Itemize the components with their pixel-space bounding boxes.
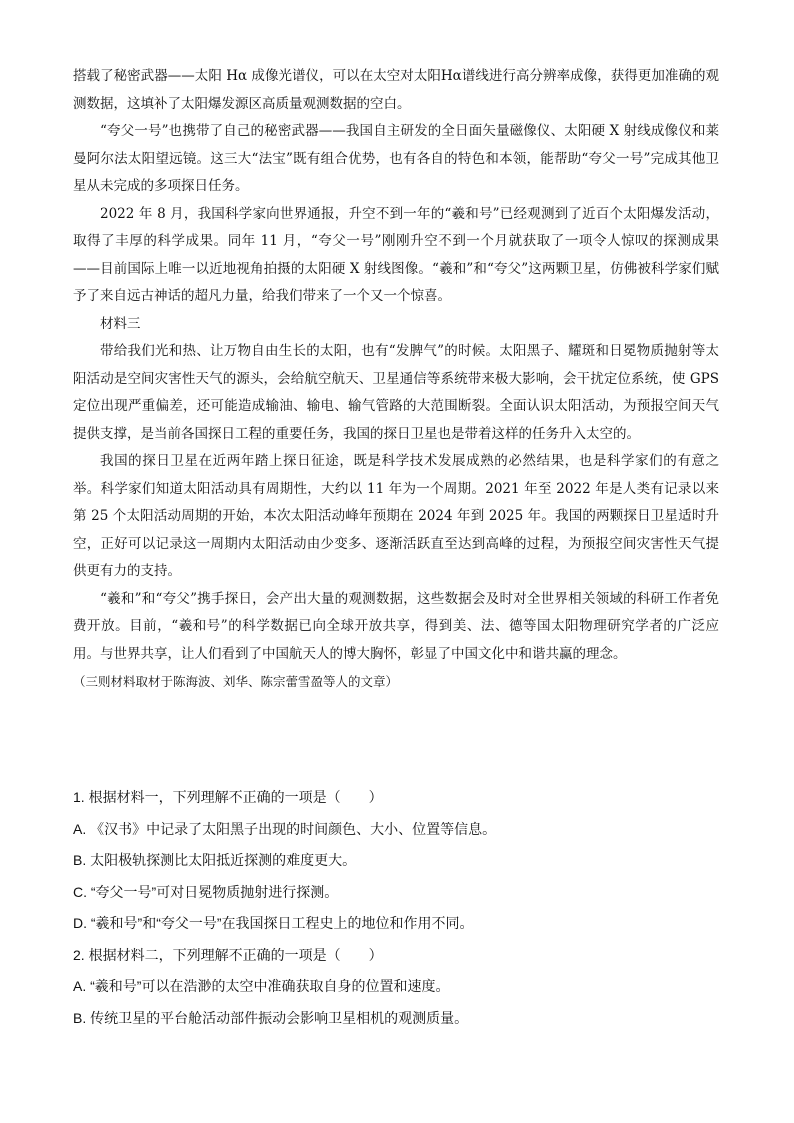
question-1-option-a: A. 《汉书》中记录了太阳黑子出现的时间颜色、大小、位置等信息。 bbox=[73, 820, 497, 837]
paragraph-1: 搭载了秘密武器——太阳 Hα 成像光谱仪，可以在太空对太阳Hα谱线进行高分辨率成像，获得更加准确的观测数据，这填补了太阳爆发源区高质量观测数据的空白。 bbox=[73, 68, 719, 112]
paragraph-3: 2022 年 8 月，我国科学家向世界通报，升空不到一年的“羲和号”已经观测到了近百个太阳爆发活动，取得了丰厚的科学成果。同年 11 月，“夸父一号”刚刚升空不到一个月就获取了一项令人惊叹的探测成果——目前国际上唯一以近地视角拍摄的太阳硬 X 射线图像。“羲和”和“夸父”这两颗卫星，仿佛被科学家们赋予了来自远古神话的超凡力量，给我们带来了一个又一个惊喜。 bbox=[73, 205, 719, 304]
paragraph-6: “羲和”和“夸父”携手探日，会产出大量的观测数据，这些数据会及时对全世界相关领域的科研工作者免费开放。目前，“羲和号”的科学数据已向全球开放共享，得到美、法、德等国太阳物理研究学者的广泛应用。与世界共享，让人们看到了中国航天人的博大胸怀，彰显了中国文化中和谐共赢的理念。 bbox=[73, 590, 719, 662]
paragraph-4: 带给我们光和热、让万物自由生长的太阳，也有“发脾气”的时候。太阳黑子、耀斑和日冕物质抛射等太阳活动是空间灾害性天气的源头，会给航空航天、卫星通信等系统带来极大影响，会干扰定位系统，使 GPS 定位出现严重偏差，还可能造成输油、输电、输气管路的大范围断裂。全面认识太阳活动，为预报空间天气提供支撑，是当前各国探日工程的重要任务，我国的探日卫星也是带着这样的任务升入太空的。 bbox=[73, 343, 719, 442]
question-2-option-b: B. 传统卫星的平台舱活动部件振动会影响卫星相机的观测质量。 bbox=[73, 1009, 469, 1026]
paragraph-2: “夸父一号”也携带了自己的秘密武器——我国自主研发的全日面矢量磁像仪、太阳硬 X 射线成像仪和莱曼阿尔法太阳望远镜。这三大“法宝”既有组合优势，也有各自的特色和本领，能帮助“夸父一号”完成其他卫星从未完成的多项探日任务。 bbox=[73, 123, 719, 194]
question-1-option-c: C. “夸父一号”可对日冕物质抛射进行探测。 bbox=[73, 883, 339, 900]
question-2: 2. 根据材料二，下列理解不正确的一项是（ ） bbox=[73, 946, 383, 963]
question-1-option-b: B. 太阳极轨探测比太阳抵近探测的难度更大。 bbox=[73, 852, 357, 868]
material-3-title: 材料三 bbox=[100, 315, 141, 332]
question-2-option-a: A. “羲和号”可以在浩渺的太空中准确获取自身的位置和速度。 bbox=[73, 978, 450, 994]
source-note: （三则材料取材于陈海波、刘华、陈宗蕾雪盈等人的文章） bbox=[73, 674, 399, 689]
question-1-option-d: D. “羲和号”和“夸父一号”在我国探日工程史上的地位和作用不同。 bbox=[73, 915, 474, 931]
paragraph-5: 我国的探日卫星在近两年踏上探日征途，既是科学技术发展成熟的必然结果，也是科学家们的有意之举。科学家们知道太阳活动具有周期性，大约以 11 年为一个周期。2021 年至 2022 年是人类有记录以来第 25 个太阳活动周期的开始，本次太阳活动峰年预期在 2024 年到 2025 年。我国的两颗探日卫星适时升空，正好可以记录这一周期内太阳活动由少变多、逐渐活跃直至达到高峰的过程，为预报空间灾害性天气提供更有力的支持。 bbox=[73, 453, 719, 579]
reading-passage bbox=[73, 63, 719, 696]
question-1: 1. 根据材料一，下列理解不正确的一项是（ ） bbox=[73, 789, 383, 805]
question-section bbox=[73, 782, 719, 1034]
